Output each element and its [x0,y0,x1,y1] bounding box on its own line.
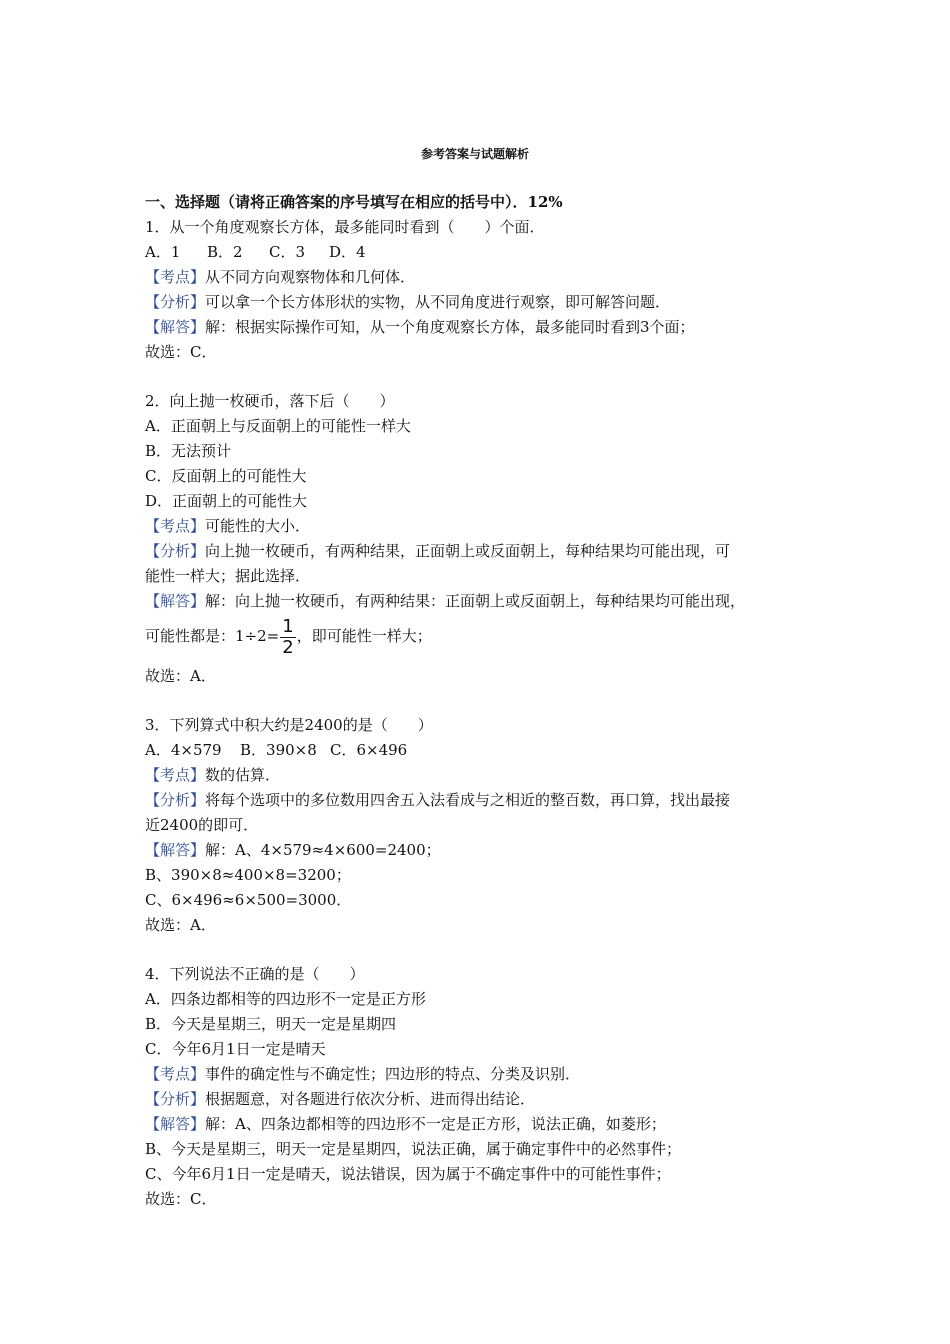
section-heading: 一、选择题（请将正确答案的序号填写在相应的括号中）．12% [145,193,563,211]
q4-jieda [145,1112,810,1137]
q2-option-b: B．无法预计 [145,442,232,460]
q3-jieda-text-1: 解：A、4×579≈4×600=2400； [205,841,441,859]
kaodian-tag: 【考点】 [145,517,206,535]
fraction-numerator: 1 [282,615,294,637]
q1-option-d: D．4 [329,243,366,261]
q2-jieda-text-1: 解：向上抛一枚硬币，有两种结果：正面朝上或反面朝上，每种结果均可能出现， [205,592,746,610]
q4-jieda-text-1: 解：A、四条边都相等的四边形不一定是正方形，说法正确，如菱形； [205,1115,666,1133]
jieda-tag: 【解答】 [145,1115,206,1133]
q4-option-c: C．今年6月1日一定是晴天 [145,1040,326,1058]
q3-jieda-text-2: B、390×8≈400×8=3200； [145,866,351,884]
q4-kaodian-text: 事件的确定性与不确定性；四边形的特点、分类及识别． [205,1065,581,1083]
q3-kaodian-text: 数的估算． [205,766,281,784]
q1-jieda [145,315,810,340]
q1-stem: 1．从一个角度观察长方体，最多能同时看到（ ）个面． [145,218,545,236]
q2-fenxi [145,539,810,564]
kaodian-tag: 【考点】 [145,268,206,286]
q3-option-a: A．4×579 [145,741,222,759]
q3-option-c: C．6×496 [330,741,408,759]
q3-option-b: B．390×8 [240,741,317,759]
q1-options [145,240,810,265]
q3-stem: 3．下列算式中积大约是2400的是（ ） [145,716,433,734]
q2-jieda-post: ，即可能性一样大； [296,627,432,645]
q2-kaodian [145,514,810,539]
q3-fenxi [145,788,810,813]
fenxi-tag: 【分析】 [145,791,206,809]
q2-option-a: A．正面朝上与反面朝上的可能性一样大 [145,417,411,435]
fraction-one-half [280,615,295,658]
q2-jieda [145,589,810,614]
q4-option-b: B．今天是星期三，明天一定是星期四 [145,1015,397,1033]
fenxi-tag: 【分析】 [145,293,206,311]
q4-jieda-text-3: C、今年6月1日一定是晴天，说法错误，因为属于不确定事件中的可能性事件； [145,1165,671,1183]
q3-fenxi-text-1: 将每个选项中的多位数用四舍五入法看成与之相近的整百数，再口算，找出最接 [205,791,731,809]
jieda-tag: 【解答】 [145,318,206,336]
q2-answer: 故选：A． [145,667,216,685]
q4-jieda-text-2: B、今天是星期三，明天一定是星期四，说法正确，属于确定事件中的必然事件； [145,1140,682,1158]
q4-stem: 4．下列说法不正确的是（ ） [145,965,365,983]
q2-jieda-pre: 可能性都是：1÷2= [145,627,280,645]
q1-kaodian-text: 从不同方向观察物体和几何体． [205,268,416,286]
kaodian-tag: 【考点】 [145,766,206,784]
q4-fenxi [145,1087,810,1112]
question-3 [145,713,810,938]
q3-answer: 故选：A． [145,916,216,934]
question-4 [145,962,810,1212]
q1-answer: 故选：C． [145,343,217,361]
q1-fenxi [145,290,810,315]
q1-option-c: C．3 [269,243,306,261]
q3-fenxi-text-2: 近2400的即可． [145,816,259,834]
q2-jieda-line-2 [145,614,810,658]
q3-kaodian [145,763,810,788]
fraction-denominator: 2 [282,636,294,658]
q4-option-a: A．四条边都相等的四边形不一定是正方形 [145,990,426,1008]
jieda-tag: 【解答】 [145,841,206,859]
q2-stem: 2．向上抛一枚硬币，落下后（ ） [145,392,395,410]
q2-option-c: C．反面朝上的可能性大 [145,467,307,485]
question-2 [145,389,810,689]
q2-option-d: D．正面朝上的可能性大 [145,492,308,510]
jieda-tag: 【解答】 [145,592,206,610]
page-title: 参考答案与试题解析 [420,147,529,161]
q3-options [145,738,810,763]
document-content [145,190,810,1212]
q3-jieda-text-3: C、6×496≈6×500=3000． [145,891,352,909]
q4-kaodian [145,1062,810,1087]
q2-kaodian-text: 可能性的大小． [205,517,311,535]
q2-fenxi-text-1: 向上抛一枚硬币，有两种结果，正面朝上或反面朝上，每种结果均可能出现，可 [205,542,731,560]
q1-jieda-text: 解：根据实际操作可知，从一个角度观察长方体，最多能同时看到3个面； [205,318,695,336]
q4-answer: 故选：C． [145,1190,217,1208]
q3-jieda [145,838,810,863]
q1-option-b: B．2 [207,243,243,261]
question-1 [145,215,810,365]
q4-fenxi-text: 根据题意，对各题进行依次分析、进而得出结论． [205,1090,536,1108]
q2-fenxi-text-2: 能性一样大；据此选择． [145,567,311,585]
kaodian-tag: 【考点】 [145,1065,206,1083]
fenxi-tag: 【分析】 [145,1090,206,1108]
q1-option-a: A．1 [145,243,181,261]
fenxi-tag: 【分析】 [145,542,206,560]
q1-kaodian [145,265,810,290]
q1-fenxi-text: 可以拿一个长方体形状的实物，从不同角度进行观察，即可解答问题． [205,293,671,311]
